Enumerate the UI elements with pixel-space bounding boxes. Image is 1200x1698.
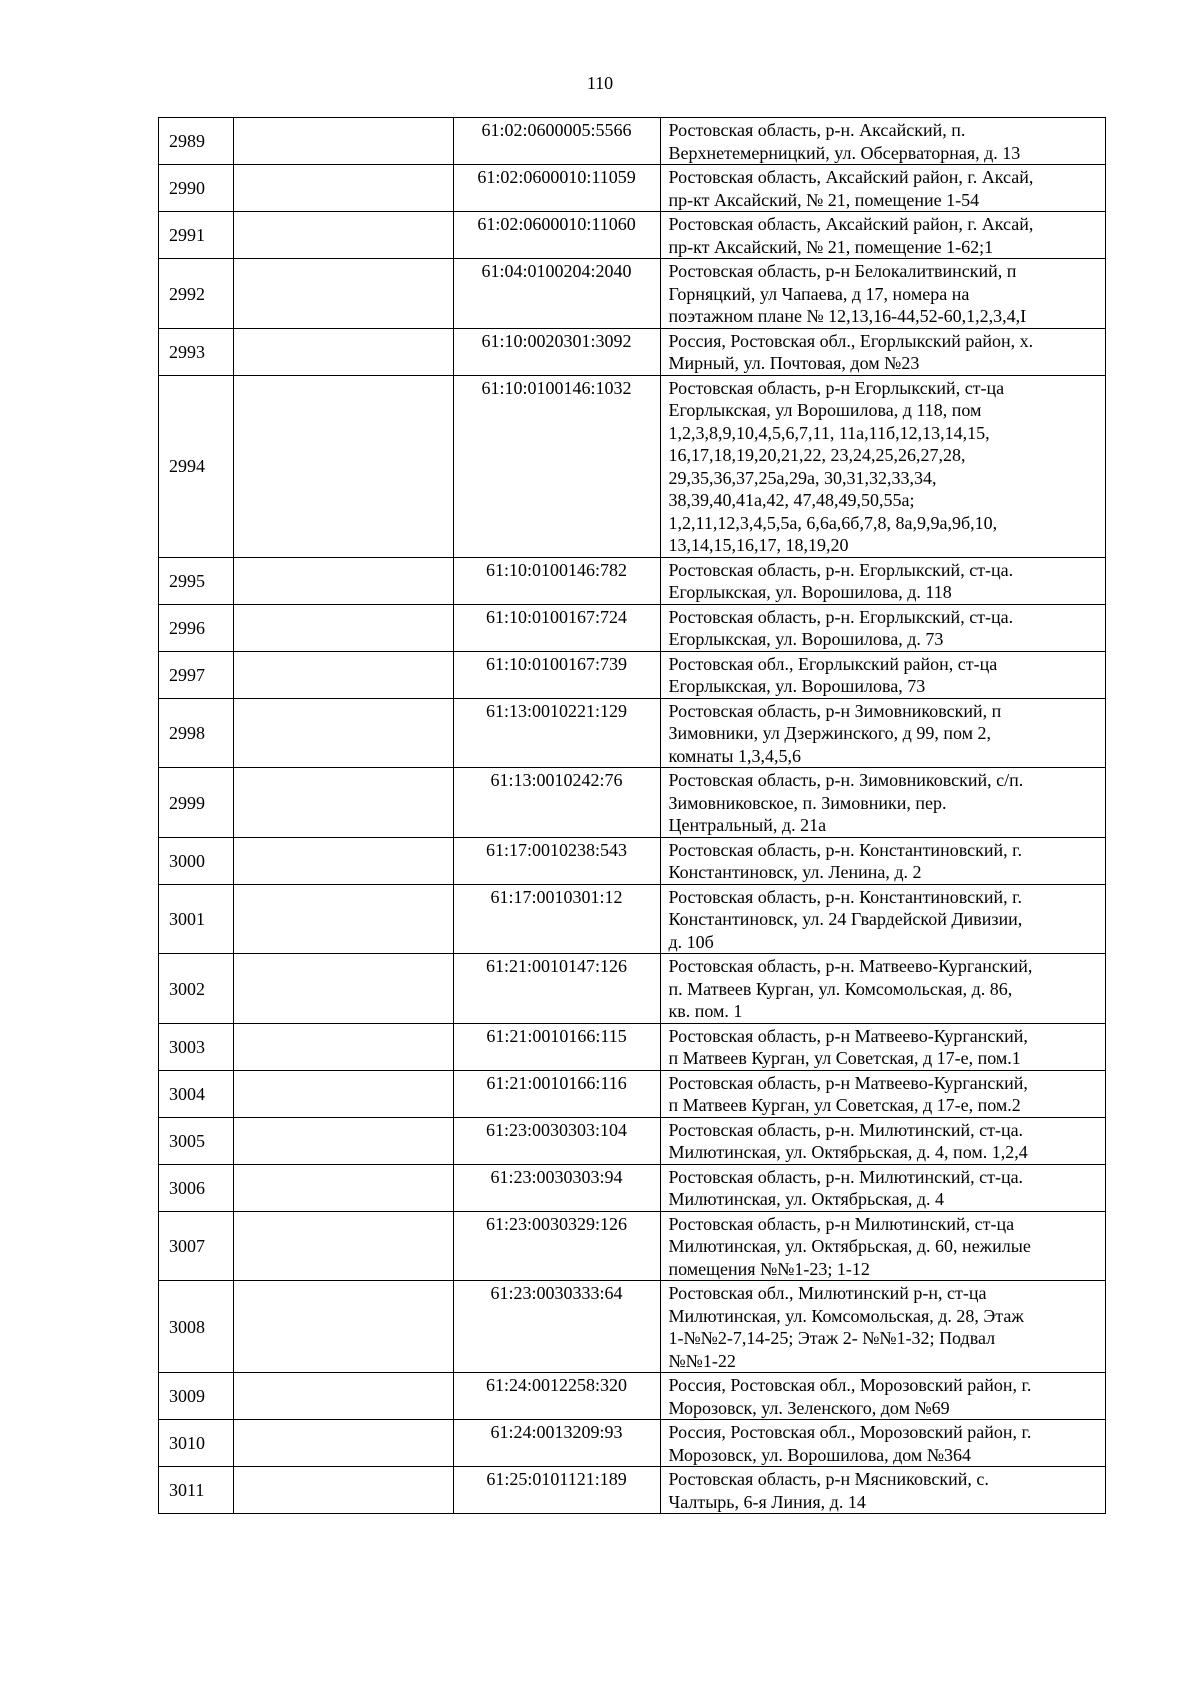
- address-line: пр-кт Аксайский, № 21, помещение 1-62;1: [668, 236, 994, 257]
- address-line: п Матвеев Курган, ул Советская, д 17-е, пом.2: [668, 1095, 1021, 1115]
- address-line: Ростовская область, Аксайский район, г. Аксай,: [668, 167, 1034, 187]
- empty-cell: [234, 1420, 453, 1467]
- address-cell: [660, 1070, 1106, 1117]
- cadastral-number-cell: 61:10:0100167:724: [453, 604, 660, 651]
- address-line: №№1-22: [668, 1350, 736, 1371]
- empty-cell: [234, 1023, 453, 1070]
- empty-cell: [234, 1373, 453, 1420]
- address-cell: [660, 1164, 1106, 1211]
- address-cell: [660, 884, 1106, 954]
- address-line: Ростовская область, р-н. Егорлыкский, ст-ца.: [668, 559, 1014, 580]
- empty-cell: [234, 1117, 453, 1164]
- empty-cell: [234, 1467, 453, 1514]
- address-line: Ростовская область, р-н. Аксайский, п.: [668, 120, 966, 140]
- address-line: Россия, Ростовская обл., Егорлыкский район, х.: [668, 330, 1034, 351]
- address-line: Милютинская, ул. Октябрьская, д. 60, нежилые: [668, 1236, 1031, 1256]
- cadastral-number-cell: 61:10:0100167:739: [453, 651, 660, 698]
- table-row: [159, 837, 1106, 884]
- address-line: Милютинская, ул. Октябрьская, д. 4, пом. 1,2,4: [668, 1142, 1028, 1162]
- row-number-cell: 2998: [159, 698, 234, 768]
- table-row: [159, 768, 1106, 838]
- address-line: Милютинская, ул. Октябрьская, д. 4: [668, 1189, 945, 1209]
- row-number-cell: 3010: [159, 1420, 234, 1467]
- empty-cell: [234, 165, 453, 212]
- table-row: [159, 1211, 1106, 1281]
- address-line: Ростовская область, р-н. Матвеево-Курганский,: [668, 956, 1033, 976]
- empty-cell: [234, 651, 453, 698]
- address-cell: [660, 212, 1106, 259]
- row-number-cell: 3011: [159, 1467, 234, 1514]
- row-number-cell: 2994: [159, 375, 234, 557]
- empty-cell: [234, 698, 453, 768]
- address-line: Милютинская, ул. Комсомольская, д. 28, Этаж: [668, 1305, 1024, 1326]
- cadastral-number-cell: 61:02:0600010:11060: [453, 212, 660, 259]
- table-row: [159, 1373, 1106, 1420]
- cadastral-number-cell: 61:02:0600010:11059: [453, 165, 660, 212]
- table-row: [159, 328, 1106, 375]
- address-line: Горняцкий, ул Чапаева, д 17, номера на: [668, 283, 970, 304]
- address-line: Ростовская обл., Милютинский р-н, ст-ца: [668, 1283, 987, 1303]
- empty-cell: [234, 954, 453, 1024]
- empty-cell: [234, 328, 453, 375]
- table-row: [159, 1281, 1106, 1373]
- address-line: Морозовск, ул. Ворошилова, дом №364: [668, 1444, 971, 1465]
- table-row: [159, 1420, 1106, 1467]
- row-number-cell: 2991: [159, 212, 234, 259]
- cadastral-number-cell: 61:04:0100204:2040: [453, 259, 660, 329]
- table-row: [159, 1467, 1106, 1514]
- row-number-cell: 3006: [159, 1164, 234, 1211]
- empty-cell: [234, 1070, 453, 1117]
- row-number-cell: 3009: [159, 1373, 234, 1420]
- cadastral-number-cell: 61:24:0012258:320: [453, 1373, 660, 1420]
- row-number-cell: 2999: [159, 768, 234, 838]
- address-cell: [660, 1117, 1106, 1164]
- row-number-cell: 3004: [159, 1070, 234, 1117]
- address-line: 16,17,18,19,20,21,22, 23,24,25,26,27,28,: [668, 445, 966, 465]
- row-number-cell: 3007: [159, 1211, 234, 1281]
- cadastral-number-cell: 61:23:0030333:64: [453, 1281, 660, 1373]
- address-line: 38,39,40,41а,42, 47,48,49,50,55а;: [668, 490, 915, 510]
- address-line: Константиновск, ул. Ленина, д. 2: [668, 862, 922, 882]
- address-cell: [660, 1281, 1106, 1373]
- address-cell: [660, 954, 1106, 1024]
- empty-cell: [234, 1164, 453, 1211]
- empty-cell: [234, 375, 453, 557]
- row-number-cell: 3003: [159, 1023, 234, 1070]
- cadastral-number-cell: 61:10:0020301:3092: [453, 328, 660, 375]
- address-line: помещения №№1-23; 1-12: [668, 1258, 870, 1279]
- cadastral-number-cell: 61:23:0030303:94: [453, 1164, 660, 1211]
- address-line: Ростовская область, р-н. Константиновский, г.: [668, 886, 1022, 907]
- cadastral-number-cell: 61:24:0013209:93: [453, 1420, 660, 1467]
- address-line: Константиновск, ул. 24 Гвардейской Дивизии,: [668, 909, 1023, 929]
- table-row: [159, 604, 1106, 651]
- cadastral-number-cell: 61:13:0010242:76: [453, 768, 660, 838]
- address-cell: [660, 698, 1106, 768]
- row-number-cell: 2990: [159, 165, 234, 212]
- address-cell: [660, 651, 1106, 698]
- empty-cell: [234, 604, 453, 651]
- cadastral-number-cell: 61:10:0100146:782: [453, 557, 660, 604]
- property-registry-table: [158, 117, 1106, 1514]
- table-row: [159, 1070, 1106, 1117]
- cadastral-number-cell: 61:21:0010166:116: [453, 1070, 660, 1117]
- address-line: 1-№№2-7,14-25; Этаж 2- №№1-32; Подвал: [668, 1328, 996, 1348]
- table-row: [159, 259, 1106, 329]
- table-row: [159, 884, 1106, 954]
- address-cell: [660, 768, 1106, 838]
- cadastral-number-cell: 61:10:0100146:1032: [453, 375, 660, 557]
- address-line: Верхнетемерницкий, ул. Обсерваторная, д. 13: [668, 142, 1021, 163]
- row-number-cell: 2989: [159, 118, 234, 165]
- address-line: д. 10б: [668, 931, 714, 952]
- address-cell: [660, 1211, 1106, 1281]
- empty-cell: [234, 557, 453, 604]
- address-line: 29,35,36,37,25а,29а, 30,31,32,33,34,: [668, 467, 937, 488]
- address-cell: [660, 1420, 1106, 1467]
- address-line: Ростовская область, р-н. Милютинский, ст-ца.: [668, 1166, 1024, 1187]
- row-number-cell: 2992: [159, 259, 234, 329]
- address-line: комнаты 1,3,4,5,6: [668, 745, 801, 766]
- address-line: Центральный, д. 21а: [668, 815, 827, 835]
- address-line: Егорлыкская, ул. Ворошилова, д. 73: [668, 629, 944, 649]
- address-line: п Матвеев Курган, ул Советская, д 17-е, пом.1: [668, 1048, 1021, 1068]
- address-line: Егорлыкская, ул. Ворошилова, д. 118: [668, 582, 952, 602]
- cadastral-number-cell: 61:17:0010238:543: [453, 837, 660, 884]
- cadastral-number-cell: 61:23:0030329:126: [453, 1211, 660, 1281]
- cadastral-number-cell: 61:25:0101121:189: [453, 1467, 660, 1514]
- table-row: [159, 165, 1106, 212]
- empty-cell: [234, 212, 453, 259]
- row-number-cell: 3005: [159, 1117, 234, 1164]
- row-number-cell: 2993: [159, 328, 234, 375]
- address-line: кв. пом. 1: [668, 1001, 743, 1021]
- row-number-cell: 2996: [159, 604, 234, 651]
- table-row: [159, 118, 1106, 165]
- empty-cell: [234, 1281, 453, 1373]
- address-line: 1,2,11,12,3,4,5,5а, 6,6а,6б,7,8, 8а,9,9а,9б,10,: [668, 512, 998, 533]
- address-line: Ростовская область, р-н Матвеево-Курганский,: [668, 1025, 1028, 1046]
- empty-cell: [234, 118, 453, 165]
- address-line: 1,2,3,8,9,10,4,5,6,7,11, 11а,11б,12,13,14,15,: [668, 422, 990, 443]
- address-line: Ростовская область, Аксайский район, г. Аксай,: [668, 214, 1034, 234]
- cadastral-number-cell: 61:02:0600005:5566: [453, 118, 660, 165]
- address-line: Ростовская область, р-н Мясниковский, с.: [668, 1469, 989, 1489]
- address-cell: [660, 1373, 1106, 1420]
- address-line: Зимовники, ул Дзержинского, д 99, пом 2,: [668, 723, 991, 743]
- table-row: [159, 1023, 1106, 1070]
- address-cell: [660, 604, 1106, 651]
- table-row: [159, 954, 1106, 1024]
- address-line: п. Матвеев Курган, ул. Комсомольская, д. 86,: [668, 978, 1013, 999]
- address-line: Россия, Ростовская обл., Морозовский район, г.: [668, 1375, 1032, 1395]
- cadastral-number-cell: 61:23:0030303:104: [453, 1117, 660, 1164]
- row-number-cell: 3000: [159, 837, 234, 884]
- row-number-cell: 2995: [159, 557, 234, 604]
- table-row: [159, 212, 1106, 259]
- address-line: Ростовская область, р-н. Милютинский, ст-ца.: [668, 1119, 1024, 1140]
- table-row: [159, 375, 1106, 557]
- cadastral-number-cell: 61:17:0010301:12: [453, 884, 660, 954]
- row-number-cell: 2997: [159, 651, 234, 698]
- address-cell: [660, 837, 1106, 884]
- address-line: Мирный, ул. Почтовая, дом №23: [668, 353, 920, 373]
- address-cell: [660, 557, 1106, 604]
- table-row: [159, 1117, 1106, 1164]
- row-number-cell: 3008: [159, 1281, 234, 1373]
- address-line: Ростовская область, р-н. Константиновский, г.: [668, 839, 1022, 860]
- address-line: Россия, Ростовская обл., Морозовский район, г.: [668, 1422, 1032, 1442]
- registry-table-body: [159, 118, 1106, 1514]
- table-row: [159, 698, 1106, 768]
- address-line: Егорлыкская, ул Ворошилова, д 118, пом: [668, 400, 982, 420]
- row-number-cell: 3001: [159, 884, 234, 954]
- address-line: Зимовниковское, п. Зимовники, пер.: [668, 792, 947, 813]
- address-line: Егорлыкская, ул. Ворошилова, 73: [668, 676, 926, 696]
- address-line: Ростовская область, р-н. Егорлыкский, ст-ца.: [668, 606, 1014, 627]
- table-row: [159, 1164, 1106, 1211]
- address-line: Ростовская обл., Егорлыкский район, ст-ца: [668, 653, 998, 674]
- address-line: Ростовская область, р-н Милютинский, ст-ца: [668, 1213, 1015, 1234]
- empty-cell: [234, 884, 453, 954]
- empty-cell: [234, 259, 453, 329]
- table-row: [159, 651, 1106, 698]
- address-line: Ростовская область, р-н Матвеево-Курганский,: [668, 1072, 1028, 1093]
- empty-cell: [234, 837, 453, 884]
- address-line: 13,14,15,16,17, 18,19,20: [668, 535, 849, 555]
- address-line: поэтажном плане № 12,13,16-44,52-60,1,2,3,4,I: [668, 306, 1027, 326]
- address-cell: [660, 259, 1106, 329]
- address-cell: [660, 118, 1106, 165]
- address-cell: [660, 165, 1106, 212]
- table-row: [159, 557, 1106, 604]
- address-line: Чалтырь, 6-я Линия, д. 14: [668, 1491, 866, 1512]
- address-cell: [660, 328, 1106, 375]
- cadastral-number-cell: 61:21:0010147:126: [453, 954, 660, 1024]
- cadastral-number-cell: 61:13:0010221:129: [453, 698, 660, 768]
- address-line: Ростовская область, р-н Егорлыкский, ст-ца: [668, 377, 1005, 398]
- empty-cell: [234, 768, 453, 838]
- address-cell: [660, 1467, 1106, 1514]
- address-cell: [660, 375, 1106, 557]
- cadastral-number-cell: 61:21:0010166:115: [453, 1023, 660, 1070]
- empty-cell: [234, 1211, 453, 1281]
- address-cell: [660, 1023, 1106, 1070]
- address-line: Морозовск, ул. Зеленского, дом №69: [668, 1397, 950, 1418]
- address-line: пр-кт Аксайский, № 21, помещение 1-54: [668, 189, 980, 210]
- address-line: Ростовская область, р-н Белокалитвинский, п: [668, 261, 1017, 281]
- page-number: 110: [586, 73, 614, 93]
- address-line: Ростовская область, р-н Зимовниковский, п: [668, 700, 1002, 721]
- row-number-cell: 3002: [159, 954, 234, 1024]
- address-line: Ростовская область, р-н. Зимовниковский, с/п.: [668, 770, 1024, 790]
